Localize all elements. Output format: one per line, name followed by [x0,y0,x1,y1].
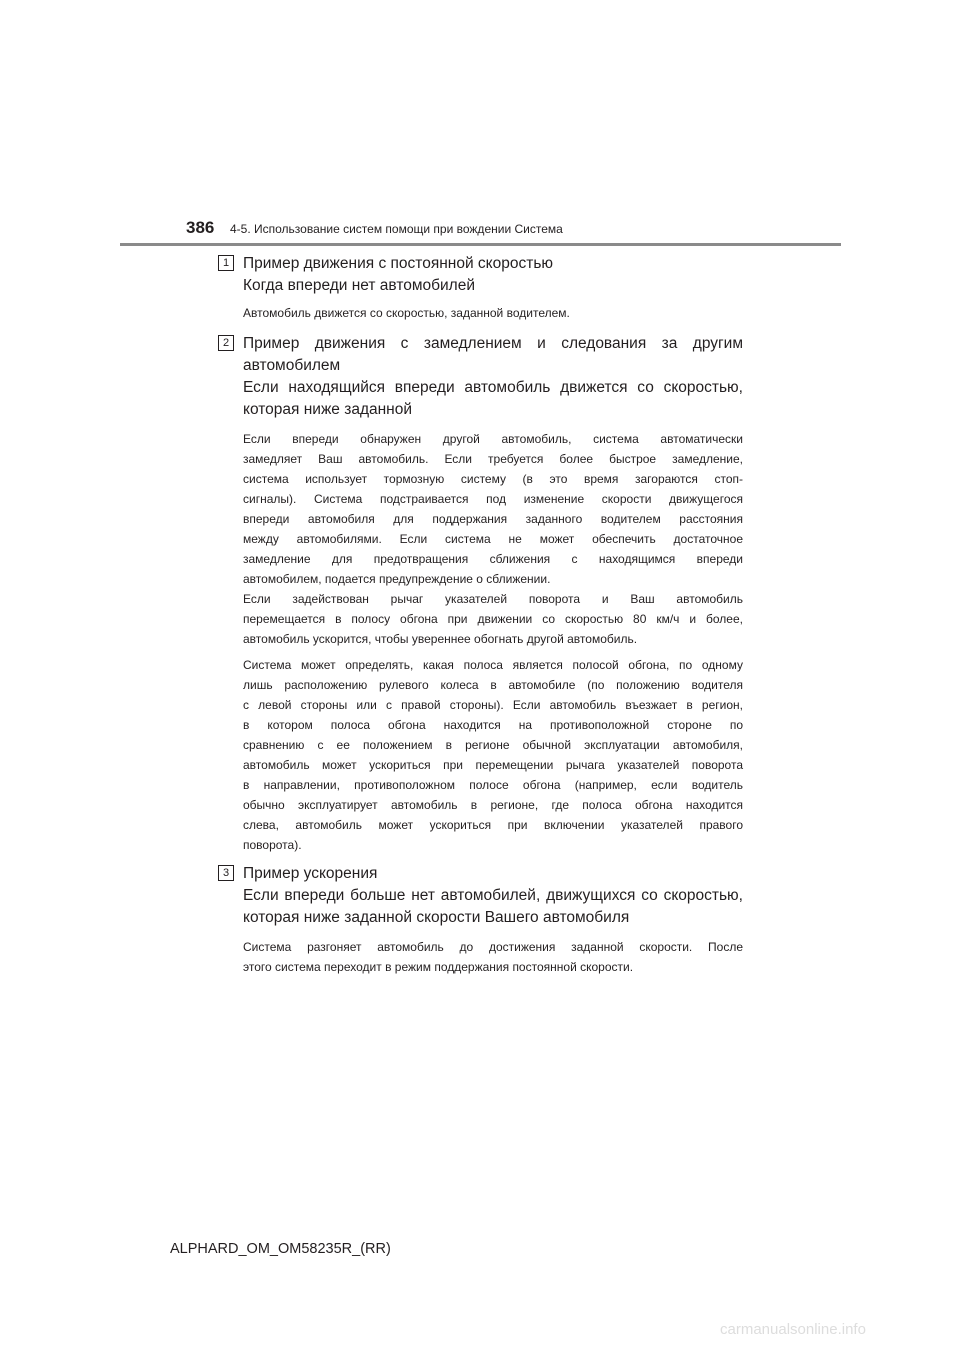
description-line: автомобиль ускорится, чтобы увереннее обогнать другой автомобиль. [243,632,638,646]
heading-line: Пример движения с постоянной скоростью [243,255,554,272]
item-number-marker: 1 [218,255,234,271]
item-description [243,303,743,323]
description-line: сравнению с ее положением в регионе обычной эксплуатации автомобиля, [243,738,743,752]
list-item [222,333,743,855]
description-line: с левой стороны или с правой стороны). Если автомобиль въезжает в регион, [243,698,743,712]
description-line: этого система переходит в режим поддержания постоянной скорости. [243,960,634,974]
description-line: автомобиль может ускориться при перемещении рычага указателей поворота [243,758,743,772]
description-line: система использует тормозную систему (в это время загораются стоп- [243,472,743,486]
heading-line: Пример движения с замедлением и следования за другим [243,335,743,352]
list-item [222,253,743,323]
description-line: лишь расположению рулевого колеса в автомобиле (по положению водителя [243,678,743,692]
description-line: замедление для предотвращения сближения с находящимся впереди [243,552,743,566]
heading-line: Когда впереди нет автомобилей [243,277,476,294]
description-line: сигналы). Система подстраивается под изменение скорости движущегося [243,492,743,506]
heading-line: Если находящийся впереди автомобиль движется со скоростью, [243,379,743,396]
description-line: в котором полоса обгона находится на противоположной стороне по [243,718,743,732]
description-line: Если впереди обнаружен другой автомобиль, система автоматически [243,432,743,446]
description-line: в направлении, противоположном полосе обгона (например, если водитель [243,778,743,792]
item-heading [243,863,743,929]
description-line: перемещается в полосу обгона при движении со скоростью 80 км/ч и более, [243,612,743,626]
item-number-marker: 3 [218,865,234,881]
heading-line: Если впереди больше нет автомобилей, движущихся со скоростью, [243,887,743,904]
footer-document-code: ALPHARD_OM_OM58235R_(RR) [170,1241,391,1257]
description-line: между автомобилями. Если система не может обеспечить достаточное [243,532,743,546]
description-line: слева, автомобиль может ускориться при включении указателей правого [243,818,743,832]
description-line: Если задействован рычаг указателей поворота и Ваш автомобиль [243,592,743,606]
item-heading [243,333,743,421]
description-line: замедляет Ваш автомобиль. Если требуется более быстрое замедление, [243,452,743,466]
description-line: впереди автомобиля для поддержания заданного водителем расстояния [243,512,743,526]
description-line: Автомобиль движется со скоростью, заданной водителем. [243,306,570,320]
item-description [243,429,743,649]
description-line: поворота). [243,838,302,852]
description-line: автомобилем, подается предупреждение о сближении. [243,572,551,586]
content [222,253,743,977]
item-heading [243,253,743,297]
item-number-marker: 2 [218,335,234,351]
description-line: Система может определять, какая полоса является полосой обгона, по одному [243,658,743,672]
item-description [243,937,743,977]
description-line: Система разгоняет автомобиль до достижения заданной скорости. После [243,940,743,954]
list-item [222,863,743,977]
heading-line: которая ниже заданной скорости Вашего автомобиля [243,909,630,926]
page-number: 386 [186,218,215,237]
chapter-title: 4-5. Использование систем помощи при вождении Система [230,222,563,236]
heading-line: которая ниже заданной [243,401,413,418]
heading-line: Пример ускорения [243,865,378,882]
description-line: обычно эксплуатирует автомобиль в регионе, где полоса обгона находится [243,798,743,812]
heading-line: автомобилем [243,357,341,374]
header-rule [120,243,841,246]
watermark: carmanualsonline.info [720,1321,866,1338]
item-description [243,655,743,855]
